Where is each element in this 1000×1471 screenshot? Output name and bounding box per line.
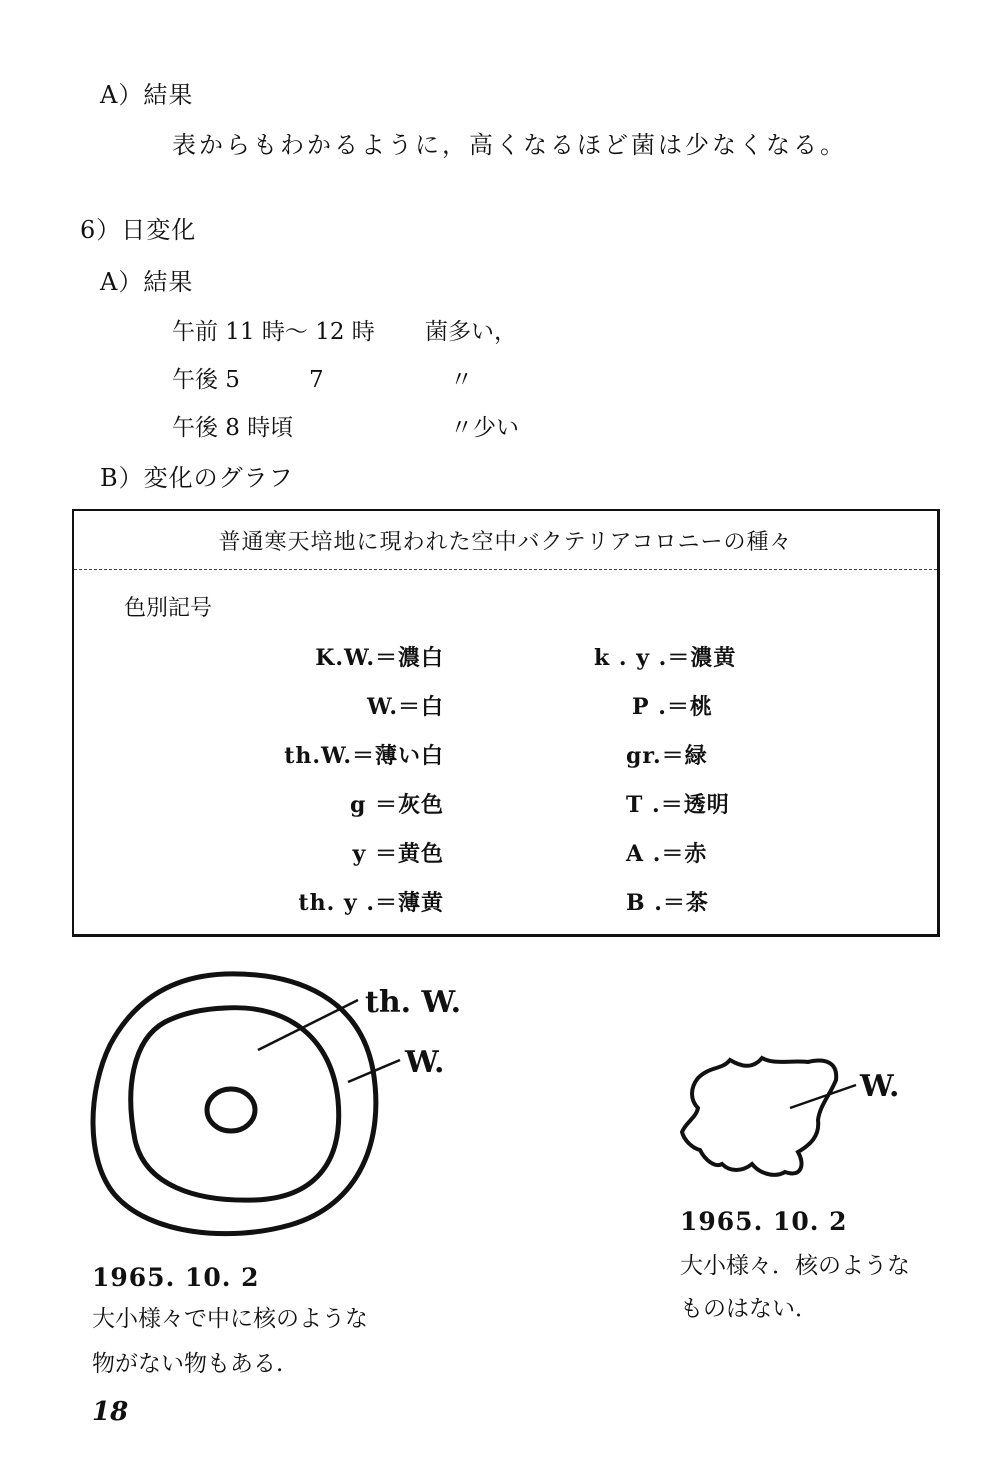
label-w-right: W.: [860, 1069, 900, 1104]
section-a-heading: A）結果: [100, 81, 194, 109]
left-caption-line1: 大小様々で中に核のような: [92, 1306, 368, 1332]
section-a-text: 表からもわかるように，高くなるほど菌は少なくなる。: [172, 131, 847, 159]
section-6-result-heading: A）結果: [100, 268, 194, 296]
colony-diagram-right: [660, 1040, 960, 1190]
legend-code-right: B .＝茶: [626, 890, 709, 916]
graph-heading: B）変化のグラフ: [100, 464, 294, 492]
legend-code-right: gr.＝緑: [626, 743, 708, 769]
right-caption-line1: 大小様々．核のような: [680, 1253, 910, 1279]
legend-code-right: P .＝桃: [632, 694, 713, 720]
pointer-line-outer: [258, 1000, 358, 1050]
inner-colony-ring: [131, 1008, 339, 1200]
color-legend-table: [72, 509, 940, 937]
legend-code-left: W.＝白: [367, 694, 444, 720]
legend-code-left: th.W.＝薄い白: [284, 743, 444, 769]
table-divider: [74, 569, 937, 570]
legend-code-left: K.W.＝濃白: [315, 645, 444, 671]
colony-diagram-left: [0, 960, 520, 1280]
page-number: 18: [92, 1397, 129, 1427]
time-row-1-note: 菌多い，: [425, 319, 517, 345]
time-row-3: 午後 8 時頃: [172, 415, 294, 441]
time-row-3-note: 〃少い: [450, 415, 519, 441]
legend-code-right: A .＝赤: [626, 841, 708, 867]
table-title: 普通寒天培地に現われた空中バクテリアコロニーの種々: [218, 530, 793, 555]
legend-label: 色別記号: [124, 596, 213, 621]
left-caption-line2: 物がない物もある.: [92, 1351, 284, 1377]
time-row-2: 午後 5 7: [172, 367, 324, 393]
left-caption-date: 1965. 10. 2: [92, 1263, 260, 1292]
irregular-colony: [682, 1058, 836, 1175]
time-row-1: 午前 11 時～ 12 時: [172, 319, 375, 345]
legend-code-left: th. y .＝薄黄: [298, 890, 444, 916]
legend-code-left: g ＝灰色: [349, 792, 444, 818]
legend-code-left: y ＝黄色: [352, 841, 444, 867]
label-th-w: th. W.: [365, 985, 462, 1020]
legend-code-right: k . y .＝濃黄: [594, 645, 737, 671]
legend-code-right: T .＝透明: [626, 792, 730, 818]
time-row-2-note: 〃: [450, 367, 473, 393]
right-caption-line2: ものはない．: [680, 1296, 818, 1322]
right-caption-date: 1965. 10. 2: [680, 1207, 848, 1236]
label-w-left: W.: [405, 1045, 445, 1080]
colony-nucleus: [207, 1089, 255, 1131]
section-6-heading: 6）日変化: [80, 216, 197, 244]
